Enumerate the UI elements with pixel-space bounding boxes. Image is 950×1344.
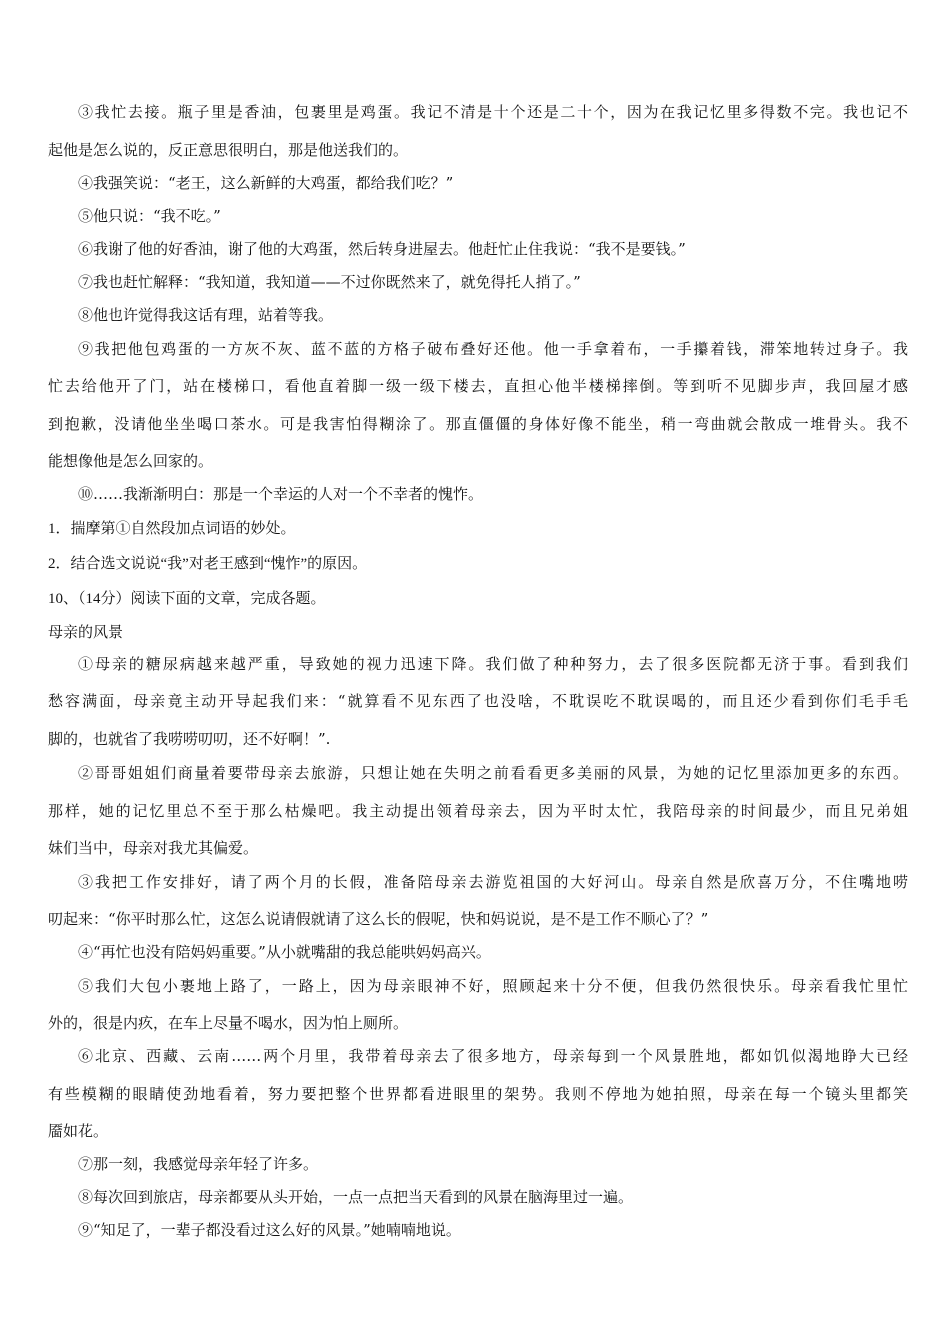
article-paragraph-8: ⑧每次回到旅店，母亲都要从头开始，一点一点把当天看到的风景在脑海里过一遍。 xyxy=(78,1188,634,1206)
article-paragraph-1-line-1: ①母亲的糖尿病越来越严重，导致她的视力迅速下降。我们做了种种努力，去了很多医院都无济于事。看到我们 xyxy=(78,655,908,673)
paragraph-7: ⑦我也赶忙解释：“我知道，我知道——不过你既然来了，就免得托人捎了。” xyxy=(78,273,581,291)
article-paragraph-2-line-1: ②哥哥姐姐们商量着要带母亲去旅游，只想让她在失明之前看看更多美丽的风景，为她的记忆里添加更多的东西。 xyxy=(78,764,908,782)
paragraph-9-line-1: ⑨我把他包鸡蛋的一方灰不灰、蓝不蓝的方格子破布叠好还他。他一手拿着布，一手攥着钱，滞笨地转过身子。我 xyxy=(78,340,908,358)
article-paragraph-7: ⑦那一刻，我感觉母亲年轻了许多。 xyxy=(78,1155,319,1173)
article-paragraph-4: ④“再忙也没有陪妈妈重要。”从小就嘴甜的我总能哄妈妈高兴。 xyxy=(78,943,491,961)
paragraph-3-line-2: 起他是怎么说的，反正意思很明白，那是他送我们的。 xyxy=(48,141,409,159)
paragraph-10: ⑩……我渐渐明白：那是一个幸运的人对一个不幸者的愧怍。 xyxy=(78,485,484,503)
article-paragraph-5-line-2: 外的，很是内疚，在车上尽量不喝水，因为怕上厕所。 xyxy=(48,1014,409,1032)
article-paragraph-6-line-2: 有些模糊的眼睛使劲地看着，努力要把整个世界都看进眼里的架势。我则不停地为她拍照，母亲在每一个镜头里都笑 xyxy=(48,1085,908,1103)
paragraph-9-line-3: 到抱歉，没请他坐坐喝口茶水。可是我害怕得糊涂了。那直僵僵的身体好像不能坐，稍一弯曲就会散成一堆骨头。我不 xyxy=(48,415,908,433)
question-1: 1．揣摩第①自然段加点词语的妙处。 xyxy=(48,521,296,537)
paragraph-6: ⑥我谢了他的好香油，谢了他的大鸡蛋，然后转身进屋去。他赶忙止住我说：“我不是要钱。” xyxy=(78,240,686,258)
article-title: 母亲的风景 xyxy=(48,625,124,641)
paragraph-9-line-2: 忙去给他开了门，站在楼梯口，看他直着脚一级一级下楼去，直担心他半楼梯摔倒。等到听不见脚步声，我回屋才感 xyxy=(48,377,908,395)
paragraph-9-line-4: 能想像他是怎么回家的。 xyxy=(48,452,214,470)
paragraph-5: ⑤他只说：“我不吃。” xyxy=(78,207,221,225)
question-10-heading: 10、（14分）阅读下面的文章，完成各题。 xyxy=(48,591,326,607)
paragraph-3-line-1: ③我忙去接。瓶子里是香油，包裹里是鸡蛋。我记不清是十个还是二十个，因为在我记忆里多得数不完。我也记不 xyxy=(78,103,908,121)
article-paragraph-6-line-1: ⑥北京、西藏、云南……两个月里，我带着母亲去了很多地方，母亲每到一个风景胜地，都如饥似渴地睁大已经 xyxy=(78,1047,908,1065)
article-paragraph-1-line-2: 愁容满面，母亲竟主动开导起我们来：“就算看不见东西了也没啥，不耽误吃不耽误喝的，而且还少看到你们毛手毛 xyxy=(48,692,908,710)
paragraph-8: ⑧他也许觉得我这话有理，站着等我。 xyxy=(78,306,334,324)
article-paragraph-3-line-2: 叨起来：“你平时那么忙，这怎么说请假就请了这么长的假呢，快和妈说说，是不是工作不顺心了？” xyxy=(48,910,709,928)
article-paragraph-6-line-3: 靥如花。 xyxy=(48,1122,109,1140)
question-2: 2．结合选文说说“我”对老王感到“愧怍”的原因。 xyxy=(48,556,368,572)
article-paragraph-2-line-3: 妹们当中，母亲对我尤其偏爱。 xyxy=(48,839,259,857)
article-paragraph-3-line-1: ③我把工作安排好，请了两个月的长假，准备陪母亲去游览祖国的大好河山。母亲自然是欣喜万分，不住嘴地唠 xyxy=(78,873,908,891)
article-paragraph-1-line-3: 脚的，也就省了我唠唠叨叨，还不好啊！”. xyxy=(48,730,331,748)
article-paragraph-2-line-2: 那样，她的记忆里总不至于那么枯燥吧。我主动提出领着母亲去，因为平时太忙，我陪母亲的时间最少，而且兄弟姐 xyxy=(48,802,908,820)
article-paragraph-5-line-1: ⑤我们大包小裹地上路了，一路上，因为母亲眼神不好，照顾起来十分不便，但我仍然很快乐。母亲看我忙里忙 xyxy=(78,977,908,995)
article-paragraph-9: ⑨“知足了，一辈子都没看过这么好的风景。”她喃喃地说。 xyxy=(78,1221,461,1239)
paragraph-4: ④我强笑说：“老王，这么新鲜的大鸡蛋，都给我们吃？” xyxy=(78,174,454,192)
